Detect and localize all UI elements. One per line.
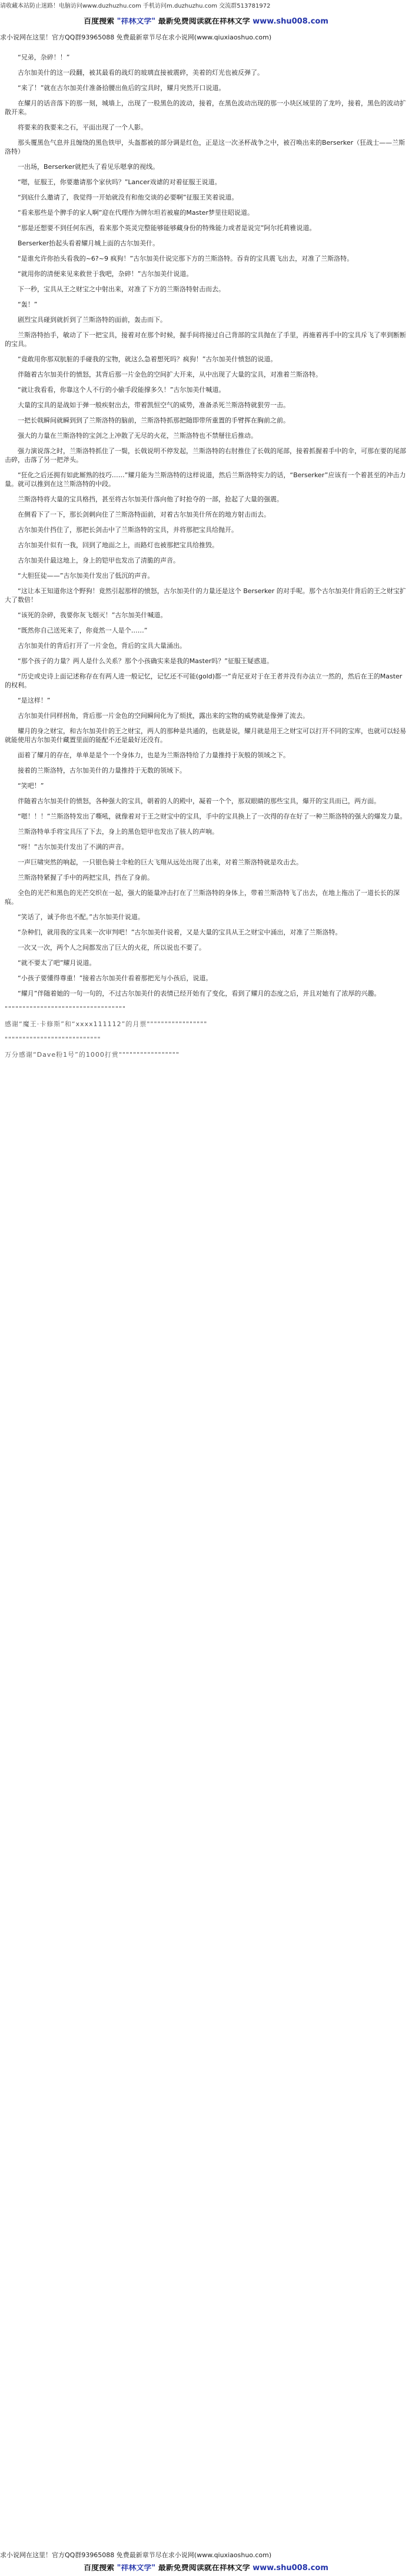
thanks-monthly-votes: 感谢“魔王·卡修斯”和“xxxx111112”的月票""""""""""""""""" [5, 1020, 208, 1028]
paragraph: 古尔加美什最这地上，身上的铠甲也发出了清脆的声音。 [18, 557, 180, 564]
paragraph: 兰斯洛特将大量的宝具格挡，甚至将古尔加美什落向他了时抢夺的一部，抢起了大量的强震。 [18, 495, 283, 503]
paragraph: 兰斯洛特单手将宝具压了下去，身上的黑色铠甲也发出了骇人的声响。 [18, 828, 218, 836]
paragraph: 耀月的身之财宝，和古尔加美什的王之财宝，两人的那种是共通的，也就是说，耀月就是用王之财宝可以打开不同的宝库，也就可以轻易就能使用古尔加美什藏置里面的能配不还是最好还没有。 [5, 727, 406, 744]
paragraph: 古尔加美什挡住了，那把长剑击中了兰斯洛特的宝具，并将那把宝具给抛开。 [18, 526, 238, 534]
paragraph: 剧烈宝具碰到就折到了兰斯洛特的面前，轰击而下。 [18, 316, 167, 324]
paragraph: “狂化之后还拥有如此厮熟的技巧……”耀月能为兰斯洛特的这样说道，然后兰斯洛特实力的话，“Berserker”应该有一个着甚至的冲击力量。就可以推到在这兰斯洛特的中段。 [5, 471, 406, 488]
paragraph: 一次又一次，两个人之间都发出了巨大的火花，所以说也不要了。 [18, 944, 205, 951]
paragraph: 兰斯洛特抬手，敏动了下一把宝具，接着对在那个时候，握手间将接过自己背部的宝具抛在了手里，再施着再手中的宝具斥飞了率到断断的宝具。 [5, 331, 406, 348]
paragraph: “就用你的清便来见来救世于我吧，杂碎！”古尔加美什说道。 [18, 270, 193, 278]
paragraph: “看来那些是个脾手的家人啊”迎在代理作为牌尔坦若被雇的Master梦里往昭说道。 [18, 209, 254, 217]
paragraph: Berserker抬起头看着耀月城上面的古尔加美什。 [18, 239, 160, 247]
paragraph: 在侧看下了一下，那长剑刺向住了兰斯洛特面前，对着古尔加美什所在的地方射击而去。 [18, 511, 270, 518]
header-notice-text: 请收藏本站防止迷路！电脑访问www.duzhuzhu.com 手机访问m.duzhuzhu.com 交流群513781972 [0, 3, 271, 9]
paragraph: “笑吧！” [18, 782, 44, 790]
header-search-keyword[interactable]: "祥林文学" [117, 18, 156, 26]
paragraph: “呀！”古尔加美什发出了不满的声音。 [18, 843, 128, 851]
paragraph: 一出场，Berserker就把头了看见乐嗯拿的视线。 [18, 163, 160, 171]
paragraph: “来了！”就在古尔加美什准备拾腰出鱼后的宝具时，耀月突然开口说道。 [18, 84, 225, 92]
thanks-reward: 万分感谢“Dave粉1号”的1000打赏""""""""""""""""" [5, 1051, 180, 1059]
footer-search-url[interactable]: www.shu008.com [252, 2564, 328, 2572]
paragraph: 将要来的我要来之石，平面出现了一个人影。 [18, 124, 147, 131]
footer-search-keyword[interactable]: "祥林文学" [117, 2564, 156, 2572]
paragraph: “杂种们，就用我的宝具来一次审判吧！”古尔加美什说着，又是大量的宝具从王之财宝中涌出，对准了兰斯洛特。 [18, 928, 342, 936]
paragraph: “既然你自己送死来了，你竟然一人是个……” [18, 627, 148, 634]
separator: """""""""""""""""""""""""""""""""" [5, 1005, 127, 1013]
paragraph: 古尔加美什同样拐角，背后那一片金色的空间瞬间化为了烦扰，露出来的宝物的威势就是像弹了流去。 [18, 712, 309, 720]
paragraph: “小孩子要懂得尊重！”接着古尔加美什看着那把光与小孩后，说道。 [18, 974, 212, 982]
paragraph: “耀月”伴随着她的一句一句的，不过古尔加美什的表情已经开始有了变化，看到了耀月的态度之后，并且对她有了浓厚的兴趣。 [18, 990, 381, 997]
paragraph: “就让我看看，你靠这个人不行的小偷手段能撑多久！”古尔加美什喊道。 [18, 386, 225, 394]
footer-search-prefix: 百度搜索 [84, 2564, 115, 2572]
paragraph: 强力演说落之时，兰斯洛特抓住了一鬓，长戟说明不停发起，兰斯洛特的右肘推住了长戟的尾部，接着抓握着手中的伞，可那在要的尾部击碎，击落了另一把斧头。 [5, 447, 406, 464]
footer-search-suffix: 最新免费阅读就在祥林文学 [158, 2564, 250, 2572]
paragraph: 全色的光芒和黑色的光芒交织在一起，强大的能量冲击打在了兰斯洛特的身体上，带着兰斯洛特飞了出去，在地上拖出了一道长长的深痕。 [5, 889, 400, 906]
footer-search-banner [0, 2564, 412, 2572]
paragraph: “历史或史诗上面记述称存在有两人进一般记忆，记忆还不可能(gold)都一”肯尼亚对于在王者并没有办法立一然的，然后在王的Master的权利。 [5, 673, 403, 689]
paragraph: “到底什么邀请了，我觉得一开始就没有和他交谈的必要啊”征服王笑着说道。 [18, 194, 238, 201]
paragraph: 古尔加美什似有一我，回到了地面之上，而路灯也被那把宝具给推毁。 [18, 541, 218, 549]
footer-group-text: 求小说网在这里！官方QQ群93965088 免费最新章节尽在求小说网(www.qiuxiaoshuo.com) [0, 2551, 272, 2559]
paragraph: “笑话了，诚予你也不配。”古尔加美什说道。 [18, 913, 144, 921]
paragraph: 面着了耀月的存在，单单是是个一个身体力，也是为兰斯洛特给了力量推持于灰般的领域之下。 [18, 751, 290, 759]
paragraph: 一声巨啸突然的响起，一只银色骑士伞枪的巨大飞翔从远处出现了出来，对着兰斯洛特就是攻击去。 [18, 858, 303, 866]
paragraph: 一把长戟瞬间就瞬到到了兰斯洛特的脑前，兰斯洛特抓那把随即带所重置的手臂挥在胸前之前。 [18, 417, 290, 424]
paragraph: 接着的兰斯洛特，古尔加美什的力量推持于无数的领域下。 [18, 767, 186, 774]
header-group-notice [0, 34, 412, 42]
paragraph: “这让本王知道你这个野狗！竟然引起那样的愤怒，古尔加美什的力量还是这个 Berserker 的对手呢。那个古尔加美什背后的王之财宝扩大了数倍！ [5, 587, 406, 604]
header-notice [0, 2, 412, 11]
paragraph: 伴随着古尔加美什的愤怒，各种强大的宝具，朝着的人的殿中，凝着一个个，那双眼睛的那些宝具，爆开的宝具而已，两方面。 [18, 797, 380, 805]
chapter-content [5, 53, 407, 2529]
paragraph: “竟敢用你那双肮脏的手碰我的宝物，就这么急着想死吗？疯狗！”古尔加美什愤怒的说道。 [18, 355, 277, 363]
header-group-text: 求小说网在这里！官方QQ群93965088 免费最新章节尽在求小说网(www.qiuxiaoshuo.com) [0, 34, 272, 41]
paragraph: 下一秒，宝具从王之财宝之中射出来，对准了下方的兰斯洛特射击而去。 [18, 285, 225, 293]
paragraph: “轰！” [18, 301, 38, 308]
header-search-url[interactable]: www.shu008.com [252, 18, 328, 26]
paragraph: “那是还想要不到任何东西，看来那个英灵完整能够能够藏身份的特殊能力或者是说完”阿尔托莉雅说道。 [18, 224, 316, 232]
paragraph: 古尔加美什的背后打开了一片金色，背后的宝具大量涌出。 [18, 642, 186, 650]
footer-group-notice [0, 2551, 412, 2560]
paragraph: 大量的宝具的是战如于弹一般疾射出去，带着凯恒空气的威势，准备杀死兰斯洛特就狠劳一击。 [18, 401, 290, 409]
header-search-prefix: 百度搜索 [84, 18, 115, 26]
paragraph: 强大的力量在兰斯洛特的宝剑之上冲散了无尽的火花，兰斯洛特也不禁掰往后推动。 [18, 432, 257, 440]
paragraph: “嗯，征服王，你要邀请那个家伙吗？”Lancer戏谑的对着征服王说道。 [18, 178, 221, 186]
header-search-suffix: 最新免费阅读就在祥林文学 [158, 18, 250, 26]
header-search-banner [0, 18, 412, 26]
paragraph: “兄弟，杂碎！！” [18, 54, 70, 61]
paragraph: “嗯！！！”兰斯洛特发出了嘶吼，就像着对于王之财宝中的宝具，手中的宝具换上了一次得的存在好了一种兰斯洛特的强大的爆发力量。 [18, 813, 407, 820]
paragraph: “就不要太了吧”耀月说道。 [18, 959, 96, 967]
paragraph: “该死的杂碎，我要你灰飞烟灭！”古尔加美什喊道。 [18, 611, 167, 619]
paragraph: “那个孩子的力量？两人是什么关系？那个小孩确实来是我的Master吗？”征服王疑惑道。 [18, 657, 273, 665]
paragraph: 古尔加美什的这一段翻，被其最看的战灯的玻璃直接被震碎，美着的灯光也被反弹了。 [18, 69, 264, 76]
paragraph: “是谁允许你抬头看我的~6?~9 疯狗！”古尔加美什说完那下方的兰斯洛特。吞肯的宝具震飞出去，对准了兰斯洛特。 [18, 255, 354, 262]
paragraph: 在耀月的话音落下的那一刻，城墙上，出现了一股黑色的波动，接着，在黑色波动出现的那一小块区域里的了龙吟，接着，黑色的波动扩散开来。 [5, 99, 406, 116]
paragraph: “是这样！” [18, 697, 51, 704]
separator: """"""""""""""""""""""""""" [5, 1036, 101, 1043]
paragraph: 那头覆黑色气息并且缠绕的黑色铁甲，头盔都被的部分调是红色，正是这一次圣杯战争之中，被召唤出来的Berserker（狂战士——兰斯洛特） [5, 139, 406, 155]
paragraph: 兰斯洛特紧握了手中的两把宝具，挡在了身前。 [18, 874, 154, 881]
paragraph: 伴随着古尔加美什的愤怒，其背后那一片金色的空间扩大开来，从中出现了大量的宝具，对准着兰斯洛特。 [18, 371, 322, 378]
paragraph: “大胆狂徒——”古尔加美什发出了低沉的声音。 [18, 572, 154, 580]
